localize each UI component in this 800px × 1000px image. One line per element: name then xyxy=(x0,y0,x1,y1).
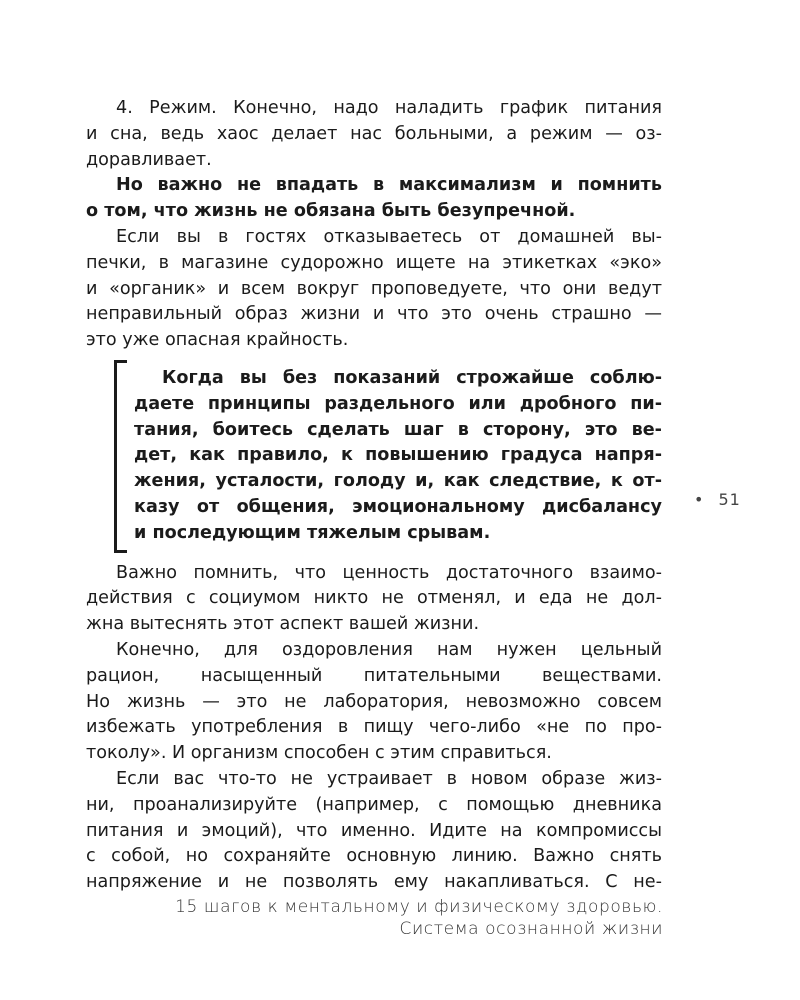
quote-line: казу от общения, эмоциональному дисбалансу xyxy=(134,496,662,517)
page-number-value: 51 xyxy=(718,490,741,509)
paragraph-regime xyxy=(86,96,662,173)
running-footer xyxy=(175,896,663,940)
quote-bracket xyxy=(114,360,127,553)
text-line: токолу». И организм способен с этим справиться. xyxy=(86,743,552,764)
pull-quote xyxy=(116,366,662,547)
paragraph-social xyxy=(86,561,662,638)
text-line: это уже опасная крайность. xyxy=(86,330,349,351)
text-line: ни, проанализируйте (например, с помощью дневника xyxy=(86,794,662,815)
text-line: печки, в магазине судорожно ищете на этикетках «эко» xyxy=(86,252,662,273)
book-subtitle-line: Система осознанной жизни xyxy=(399,919,663,939)
text-line: доравливает. xyxy=(86,149,212,170)
text-line: о том, что жизнь не обязана быть безупречной. xyxy=(86,201,576,222)
paragraph-extremes xyxy=(86,225,662,354)
body-text xyxy=(86,96,662,896)
page-number-dot: • xyxy=(694,490,705,509)
text-line: и «органик» и всем вокруг проповедуете, что они ведут xyxy=(86,278,662,299)
book-title-line: 15 шагов к ментальному и физическому здоровью. xyxy=(175,897,663,917)
quote-line: даете принципы раздельного или дробного пи- xyxy=(134,393,662,414)
text-line: неправильный образ жизни и что это очень страшно — xyxy=(86,304,662,325)
paragraph-diet xyxy=(86,638,662,767)
text-line: с собой, но сохраняйте основную линию. Важно снять xyxy=(86,846,662,867)
text-line: 4. Режим. Конечно, надо наладить график питания xyxy=(116,98,662,118)
quote-line: дет, как правило, к повышению градуса напря- xyxy=(134,445,662,466)
text-line: напряжение и не позволять ему накапливаться. С не- xyxy=(86,872,662,893)
text-line: Важно помнить, что ценность достаточного взаимо- xyxy=(116,562,662,583)
text-line: питания и эмоций), что именно. Идите на компромиссы xyxy=(86,820,662,841)
text-line: рацион, насыщенный питательными веществами. xyxy=(86,665,662,686)
text-line: жна вытеснять этот аспект вашей жизни. xyxy=(86,614,480,635)
text-line: Но важно не впадать в максимализм и помнить xyxy=(116,175,662,196)
text-line: Конечно, для оздоровления нам нужен цельный xyxy=(116,639,662,660)
quote-line: Когда вы без показаний строжайше соблю- xyxy=(162,367,662,388)
text-line: Но жизнь — это не лаборатория, невозможно совсем xyxy=(86,691,662,712)
text-line: избежать употребления в пищу чего-либо «не по про- xyxy=(86,717,662,738)
quote-line: жения, усталости, голоду и, как следствие, к от- xyxy=(134,471,662,492)
text-line: и сна, ведь хаос делает нас больными, а режим — оз- xyxy=(86,123,662,144)
paragraph-bold-emphasis xyxy=(86,173,662,225)
text-line: действия с социумом никто не отменял, и еда не дол- xyxy=(86,588,662,609)
quote-line: и последующим тяжелым срывам. xyxy=(134,522,491,543)
text-line: Если вас что-то не устраивает в новом образе жиз- xyxy=(116,768,662,789)
text-line: Если вы в гостях отказываетесь от домашней вы- xyxy=(116,226,662,247)
page-number xyxy=(694,490,741,509)
paragraph-compromise xyxy=(86,767,662,896)
quote-line: тания, боитесь сделать шаг в сторону, это ве- xyxy=(134,419,662,440)
